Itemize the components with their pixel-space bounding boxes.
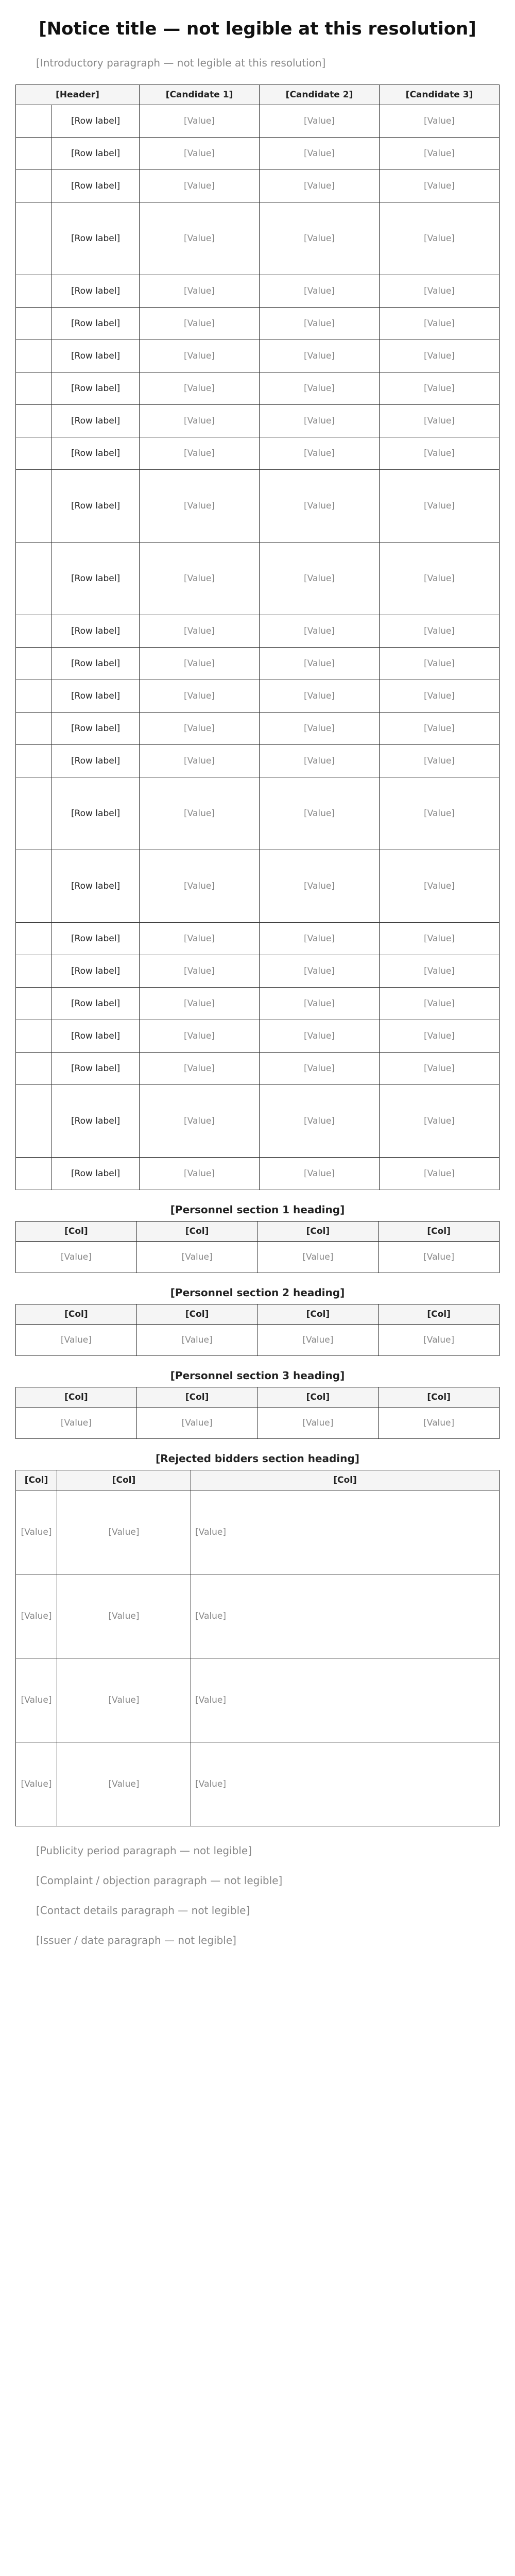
table-cell: [Value] <box>379 340 499 372</box>
table-cell: [Value] <box>379 1020 499 1053</box>
row-label-cell: [Row label] <box>52 372 140 405</box>
table-row <box>16 648 500 680</box>
personnel-table <box>15 1387 500 1439</box>
row-group-cell <box>16 1085 52 1158</box>
footer-paragraph: [Publicity period paragraph — not legible] <box>36 1844 252 1857</box>
personnel-sections <box>15 1204 500 1439</box>
table-cell: [Value] <box>140 437 260 470</box>
row-label-cell: [Row label] <box>52 1053 140 1085</box>
row-group-cell <box>16 170 52 202</box>
row-label-cell: [Row label] <box>52 1158 140 1190</box>
table-cell: [Value] <box>379 1325 500 1356</box>
table-cell: [Value] <box>260 340 380 372</box>
table-cell: [Value] <box>136 1242 258 1273</box>
table-row <box>16 543 500 615</box>
table-row <box>16 170 500 202</box>
table-cell: [Value] <box>260 202 380 275</box>
table-cell: [Value] <box>260 170 380 202</box>
table-cell: [Value] <box>379 745 499 777</box>
table-cell: [Value] <box>260 1020 380 1053</box>
row-label-cell: [Row label] <box>52 1020 140 1053</box>
row-label-cell: [Row label] <box>52 170 140 202</box>
table-cell: [Value] <box>379 405 499 437</box>
row-label-cell: [Row label] <box>52 648 140 680</box>
table-cell: [Value] <box>260 275 380 308</box>
row-group-cell <box>16 923 52 955</box>
table-cell: [Value] <box>379 648 499 680</box>
table-row <box>16 1085 500 1158</box>
row-group-cell <box>16 777 52 850</box>
table-row <box>16 713 500 745</box>
row-group-cell <box>16 308 52 340</box>
table-cell: [Value] <box>379 138 499 170</box>
table-cell: [Value] <box>260 615 380 648</box>
row-group-cell <box>16 543 52 615</box>
row-group-cell <box>16 105 52 138</box>
page-title: [Notice title — not legible at this resolution] <box>39 19 476 39</box>
row-label-cell: [Row label] <box>52 988 140 1020</box>
row-label-cell: [Row label] <box>52 923 140 955</box>
table-cell: [Value] <box>379 1085 499 1158</box>
row-label-cell: [Row label] <box>52 470 140 543</box>
table-cell: [Value] <box>16 1574 57 1658</box>
table-cell: [Value] <box>140 923 260 955</box>
table-cell: [Value] <box>260 1053 380 1085</box>
personnel-heading: [Personnel section 1 heading] <box>170 1204 345 1216</box>
table-row <box>16 138 500 170</box>
table-cell: [Value] <box>140 615 260 648</box>
table-row <box>16 850 500 923</box>
row-group-cell <box>16 680 52 713</box>
table-cell: [Value] <box>57 1742 191 1826</box>
table-cell: [Value] <box>191 1574 500 1658</box>
table-cell: [Value] <box>379 372 499 405</box>
table-header-cell: [Col] <box>258 1387 379 1408</box>
table-cell: [Value] <box>140 745 260 777</box>
table-row <box>16 988 500 1020</box>
table-row <box>16 1408 500 1439</box>
table-cell: [Value] <box>379 308 499 340</box>
table-cell: [Value] <box>260 437 380 470</box>
table-cell: [Value] <box>16 1490 57 1574</box>
table-row <box>16 405 500 437</box>
table-cell: [Value] <box>57 1658 191 1742</box>
table-cell: [Value] <box>379 680 499 713</box>
table-row <box>16 1020 500 1053</box>
table-cell: [Value] <box>140 680 260 713</box>
row-label-cell: [Row label] <box>52 138 140 170</box>
table-cell: [Value] <box>191 1658 500 1742</box>
row-label-cell: [Row label] <box>52 680 140 713</box>
footer <box>15 1841 500 1950</box>
table-cell: [Value] <box>379 275 499 308</box>
table-cell: [Value] <box>191 1742 500 1826</box>
row-label-cell: [Row label] <box>52 405 140 437</box>
table-header-cell: [Col] <box>191 1470 500 1490</box>
table-cell: [Value] <box>260 105 380 138</box>
table-header-cell: [Col] <box>16 1222 137 1242</box>
table-header-cell: [Col] <box>258 1222 379 1242</box>
table-cell: [Value] <box>260 850 380 923</box>
table-header-cell: [Candidate 2] <box>260 85 380 105</box>
table-cell: [Value] <box>140 1053 260 1085</box>
table-cell: [Value] <box>16 1742 57 1826</box>
footer-paragraph: [Contact details paragraph — not legible] <box>36 1904 250 1917</box>
table-cell: [Value] <box>379 713 499 745</box>
table-header-cell: [Col] <box>136 1387 258 1408</box>
table-row <box>16 1658 500 1742</box>
table-cell: [Value] <box>136 1408 258 1439</box>
table-cell: [Value] <box>260 777 380 850</box>
table-row <box>16 1242 500 1273</box>
table-row <box>16 745 500 777</box>
table-cell: [Value] <box>260 745 380 777</box>
table-cell: [Value] <box>379 850 499 923</box>
personnel-header-row <box>16 1222 500 1242</box>
row-label-cell: [Row label] <box>52 543 140 615</box>
row-label-cell: [Row label] <box>52 955 140 988</box>
table-cell: [Value] <box>140 405 260 437</box>
table-row <box>16 1574 500 1658</box>
table-cell: [Value] <box>260 680 380 713</box>
table-row <box>16 437 500 470</box>
personnel-table <box>15 1221 500 1273</box>
table-cell: [Value] <box>140 1085 260 1158</box>
table-cell: [Value] <box>260 988 380 1020</box>
table-cell: [Value] <box>258 1242 379 1273</box>
reject-heading: [Rejected bidders section heading] <box>156 1452 359 1465</box>
table-row <box>16 105 500 138</box>
row-label-cell: [Row label] <box>52 340 140 372</box>
table-cell: [Value] <box>379 105 499 138</box>
table-cell: [Value] <box>16 1242 137 1273</box>
row-group-cell <box>16 437 52 470</box>
table-cell: [Value] <box>191 1490 500 1574</box>
table-cell: [Value] <box>57 1490 191 1574</box>
table-cell: [Value] <box>140 1020 260 1053</box>
table-cell: [Value] <box>140 648 260 680</box>
table-cell: [Value] <box>260 308 380 340</box>
table-row <box>16 1742 500 1826</box>
row-group-cell <box>16 713 52 745</box>
table-cell: [Value] <box>140 275 260 308</box>
table-row <box>16 372 500 405</box>
row-group-cell <box>16 988 52 1020</box>
table-cell: [Value] <box>140 1158 260 1190</box>
row-label-cell: [Row label] <box>52 745 140 777</box>
table-cell: [Value] <box>379 1158 499 1190</box>
row-label-cell: [Row label] <box>52 105 140 138</box>
row-label-cell: [Row label] <box>52 275 140 308</box>
table-cell: [Value] <box>140 955 260 988</box>
row-group-cell <box>16 1158 52 1190</box>
table-row <box>16 202 500 275</box>
candidates-header-row <box>16 85 500 105</box>
table-header-cell: [Col] <box>16 1304 137 1325</box>
row-group-cell <box>16 405 52 437</box>
table-cell: [Value] <box>260 1085 380 1158</box>
personnel-header-row <box>16 1304 500 1325</box>
table-row <box>16 615 500 648</box>
notice-page <box>15 15 500 2576</box>
table-cell: [Value] <box>260 1158 380 1190</box>
row-group-cell <box>16 850 52 923</box>
row-group-cell <box>16 745 52 777</box>
table-header-cell: [Col] <box>16 1470 57 1490</box>
row-label-cell: [Row label] <box>52 615 140 648</box>
row-group-cell <box>16 340 52 372</box>
table-cell: [Value] <box>379 202 499 275</box>
table-header-cell: [Col] <box>379 1222 500 1242</box>
table-cell: [Value] <box>379 777 499 850</box>
row-label-cell: [Row label] <box>52 713 140 745</box>
table-cell: [Value] <box>379 1408 500 1439</box>
table-row <box>16 340 500 372</box>
personnel-table <box>15 1304 500 1356</box>
table-cell: [Value] <box>16 1325 137 1356</box>
personnel-heading: [Personnel section 2 heading] <box>170 1286 345 1299</box>
row-label-cell: [Row label] <box>52 850 140 923</box>
table-cell: [Value] <box>379 1053 499 1085</box>
table-header-cell: [Col] <box>136 1304 258 1325</box>
table-cell: [Value] <box>260 470 380 543</box>
personnel-heading: [Personnel section 3 heading] <box>170 1369 345 1382</box>
table-cell: [Value] <box>16 1658 57 1742</box>
table-header-cell: [Col] <box>258 1304 379 1325</box>
table-cell: [Value] <box>379 543 499 615</box>
table-cell: [Value] <box>260 405 380 437</box>
table-cell: [Value] <box>260 713 380 745</box>
table-cell: [Value] <box>260 648 380 680</box>
table-cell: [Value] <box>140 308 260 340</box>
table-row <box>16 955 500 988</box>
table-row <box>16 308 500 340</box>
table-header-cell: [Header] <box>16 85 140 105</box>
table-cell: [Value] <box>57 1574 191 1658</box>
table-cell: [Value] <box>379 923 499 955</box>
candidates-table <box>15 84 500 1190</box>
table-cell: [Value] <box>140 777 260 850</box>
table-header-cell: [Col] <box>379 1387 500 1408</box>
table-cell: [Value] <box>260 955 380 988</box>
row-label-cell: [Row label] <box>52 308 140 340</box>
table-cell: [Value] <box>379 988 499 1020</box>
table-cell: [Value] <box>140 988 260 1020</box>
table-row <box>16 777 500 850</box>
table-cell: [Value] <box>140 372 260 405</box>
table-cell: [Value] <box>140 202 260 275</box>
row-label-cell: [Row label] <box>52 777 140 850</box>
intro-paragraph: [Introductory paragraph — not legible at this resolution] <box>36 57 326 69</box>
table-cell: [Value] <box>379 955 499 988</box>
table-cell: [Value] <box>258 1408 379 1439</box>
table-row <box>16 923 500 955</box>
table-cell: [Value] <box>140 170 260 202</box>
row-group-cell <box>16 275 52 308</box>
table-row <box>16 1158 500 1190</box>
table-cell: [Value] <box>140 105 260 138</box>
table-cell: [Value] <box>140 713 260 745</box>
row-label-cell: [Row label] <box>52 1085 140 1158</box>
table-cell: [Value] <box>379 170 499 202</box>
table-header-cell: [Col] <box>16 1387 137 1408</box>
table-header-cell: [Candidate 1] <box>140 85 260 105</box>
row-group-cell <box>16 1053 52 1085</box>
table-cell: [Value] <box>379 437 499 470</box>
table-row <box>16 470 500 543</box>
table-cell: [Value] <box>140 138 260 170</box>
table-row <box>16 680 500 713</box>
row-group-cell <box>16 202 52 275</box>
table-header-cell: [Col] <box>57 1470 191 1490</box>
table-header-cell: [Col] <box>136 1222 258 1242</box>
table-cell: [Value] <box>260 923 380 955</box>
reject-table <box>15 1470 500 1826</box>
table-cell: [Value] <box>260 372 380 405</box>
table-cell: [Value] <box>260 138 380 170</box>
table-cell: [Value] <box>140 850 260 923</box>
table-cell: [Value] <box>379 615 499 648</box>
table-cell: [Value] <box>379 1242 500 1273</box>
table-cell: [Value] <box>140 470 260 543</box>
table-header-cell: [Col] <box>379 1304 500 1325</box>
row-group-cell <box>16 648 52 680</box>
table-row <box>16 275 500 308</box>
row-group-cell <box>16 470 52 543</box>
row-group-cell <box>16 1020 52 1053</box>
table-cell: [Value] <box>140 543 260 615</box>
footer-paragraph: [Issuer / date paragraph — not legible] <box>36 1934 236 1946</box>
table-cell: [Value] <box>136 1325 258 1356</box>
footer-paragraph: [Complaint / objection paragraph — not legible] <box>36 1874 283 1887</box>
table-cell: [Value] <box>260 543 380 615</box>
table-cell: [Value] <box>140 340 260 372</box>
row-group-cell <box>16 372 52 405</box>
reject-header-row <box>16 1470 500 1490</box>
row-group-cell <box>16 138 52 170</box>
table-cell: [Value] <box>379 470 499 543</box>
table-cell: [Value] <box>16 1408 137 1439</box>
table-cell: [Value] <box>258 1325 379 1356</box>
table-row <box>16 1490 500 1574</box>
table-row <box>16 1325 500 1356</box>
candidates-body <box>16 105 500 1190</box>
row-label-cell: [Row label] <box>52 202 140 275</box>
table-row <box>16 1053 500 1085</box>
row-group-cell <box>16 955 52 988</box>
personnel-header-row <box>16 1387 500 1408</box>
table-header-cell: [Candidate 3] <box>379 85 499 105</box>
reject-body <box>16 1490 500 1826</box>
row-group-cell <box>16 615 52 648</box>
row-label-cell: [Row label] <box>52 437 140 470</box>
